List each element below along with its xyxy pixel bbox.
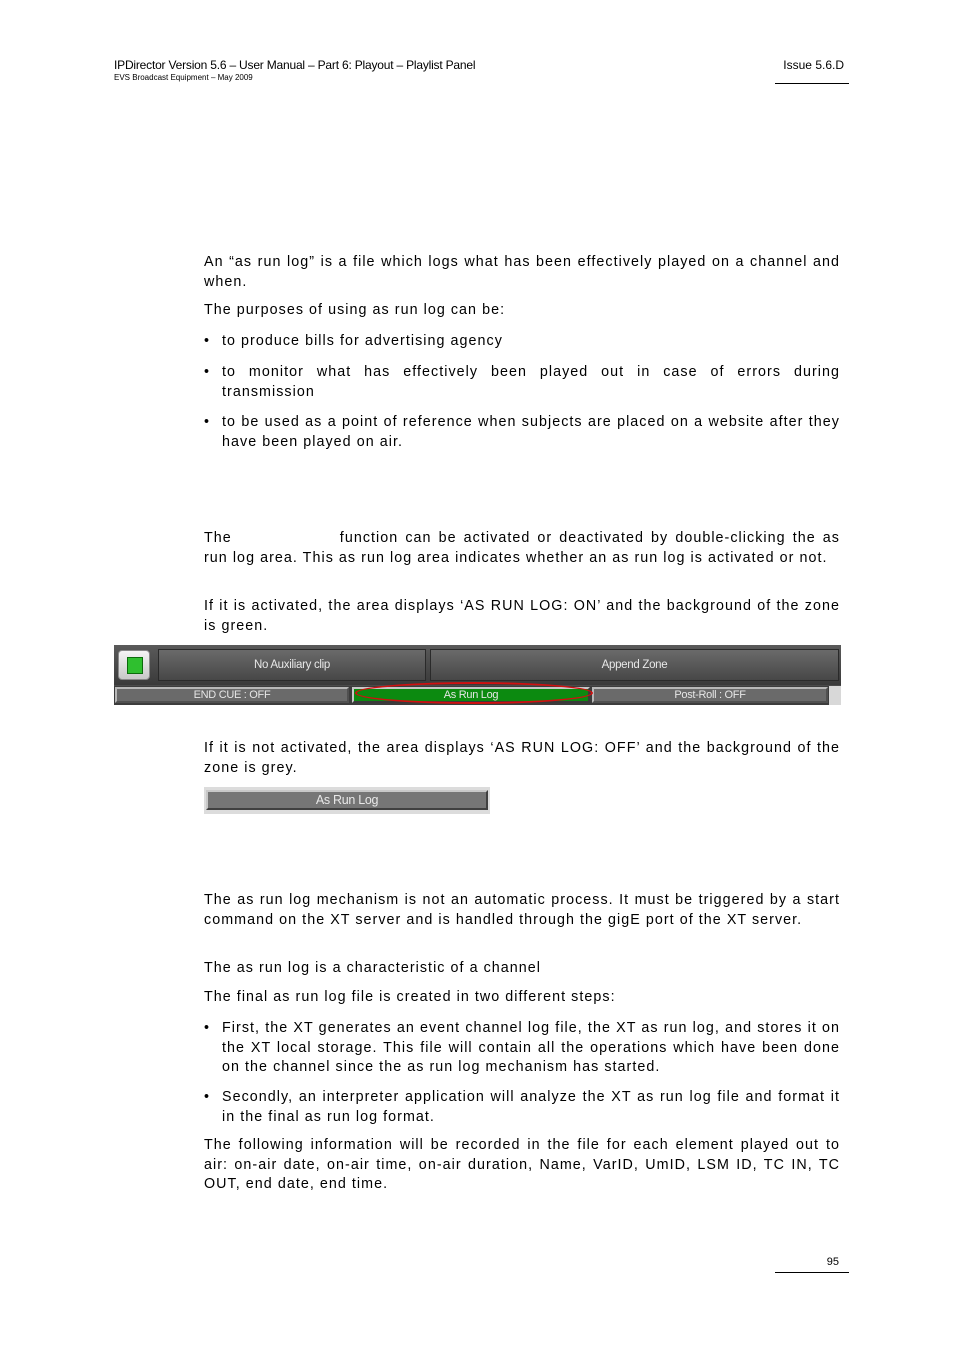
list-item-text: Secondly, an interpreter application will analyze the XT as run log file and format it in the final as run log format. [222, 1089, 840, 1125]
bullet-icon: • [204, 1089, 211, 1105]
list-item [204, 1019, 840, 1078]
list-item-text: First, the XT generates an event channel log file, the XT as run log, and stores it on the XT local storage. This file will contain all the operations which have been done on the channel since the as run log mechanism has started. [222, 1020, 840, 1076]
page-number: 95 [826, 1256, 839, 1268]
as-run-log-toggle-off[interactable]: As Run Log [206, 790, 488, 810]
list-item-text: to produce bills for advertising agency [222, 333, 503, 349]
list-item [204, 413, 840, 452]
list-item [204, 1088, 840, 1127]
post-roll-status[interactable]: Post-Roll : OFF [592, 687, 828, 703]
intro-paragraph-1: An “as run log” is a file which logs what has been effectively played on a channel and when. [204, 254, 840, 290]
activation-paragraph-1 [204, 529, 840, 568]
list-item-text: to be used as a point of reference when subjects are placed on a website after they have been played on air. [222, 414, 840, 450]
page-header [114, 58, 475, 82]
activation-text: function can be activated or deactivated by double-clicking the as run log area. This as run log area indicates whether an as run log is activated or not. [204, 530, 840, 566]
append-zone-button[interactable]: Append Zone [430, 649, 839, 681]
list-item-text: to monitor what has effectively been played out in case of errors during transmission [222, 364, 840, 400]
activation-paragraph-3: If it is not activated, the area displays ‘AS RUN LOG: OFF’ and the background of the zone is grey. [204, 740, 840, 776]
footer-rule [775, 1272, 849, 1273]
header-rule [775, 83, 849, 84]
header-issue: Issue 5.6.D [783, 58, 844, 72]
activation-the: The [204, 530, 232, 546]
end-cue-status[interactable]: END CUE : OFF [115, 687, 349, 703]
highlight-oval [355, 682, 593, 704]
as-run-log-off-area [204, 787, 490, 814]
bullet-icon: • [204, 1020, 211, 1036]
bullet-icon: • [204, 364, 211, 380]
mechanism-paragraph-2: The as run log is a characteristic of a channel [204, 960, 542, 976]
clip-icon[interactable] [118, 650, 150, 680]
mechanism-paragraph-1: The as run log mechanism is not an automatic process. It must be triggered by a start command on the XT server and is handled through the gigE port of the XT server. [204, 892, 840, 928]
playlist-status-strip [114, 645, 841, 705]
bullet-icon: • [204, 333, 211, 349]
no-auxiliary-clip-button[interactable]: No Auxiliary clip [158, 649, 426, 681]
bullet-icon: • [204, 414, 211, 430]
mechanism-paragraph-3: The final as run log file is created in two different steps: [204, 989, 616, 1005]
mechanism-paragraph-4: The following information will be recorded in the file for each element played out to air: on-air date, on-air time, on-air duration, Name, VarID, UmID, LSM ID, TC IN, TC OUT, end date, end time. [204, 1137, 840, 1193]
list-item [204, 363, 840, 402]
header-subtitle: EVS Broadcast Equipment – May 2009 [114, 73, 253, 82]
resize-grip-icon[interactable] [829, 686, 841, 705]
header-title: IPDirector Version 5.6 – User Manual – Part 6: Playout – Playlist Panel [114, 58, 476, 72]
as-run-log-toggle-on[interactable]: As Run Log [352, 687, 590, 703]
activation-paragraph-2: If it is activated, the area displays ‘AS RUN LOG: ON’ and the background of the zone is green. [204, 598, 840, 634]
list-item [204, 332, 840, 352]
intro-paragraph-2: The purposes of using as run log can be: [204, 302, 506, 318]
